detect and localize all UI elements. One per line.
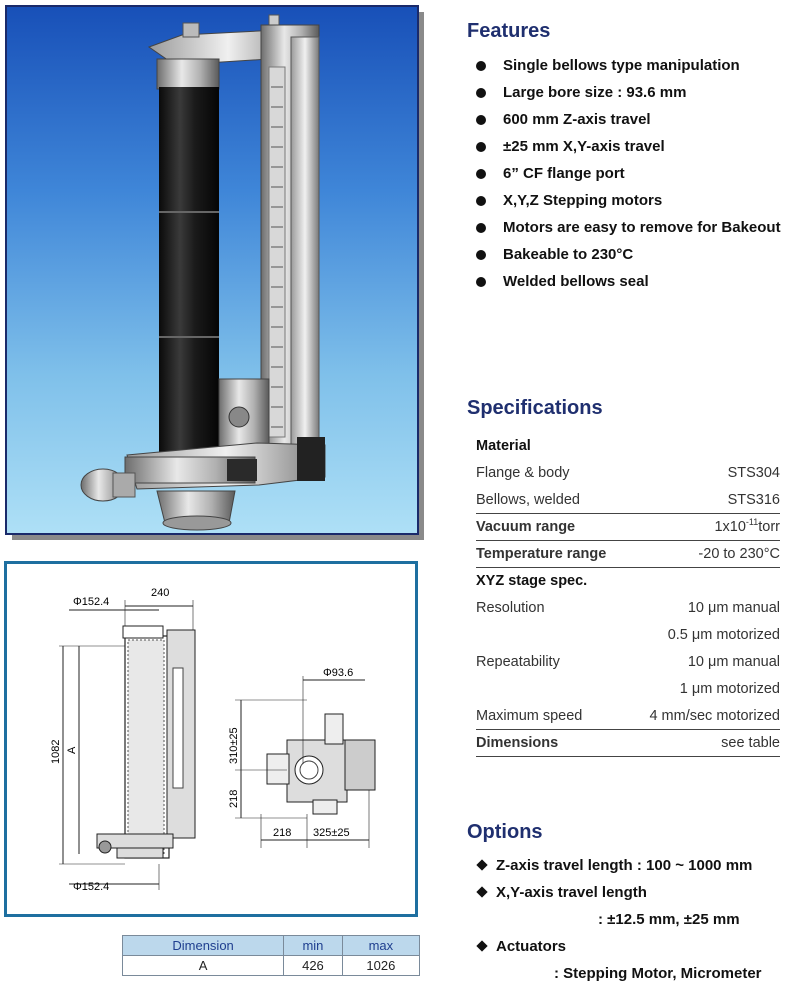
spec-value: 10 μm manual [687,600,780,616]
label-218-v: 218 [228,789,240,808]
col-header-dimension: Dimension [123,936,284,956]
bottom-flange [117,848,163,858]
label-240: 240 [151,587,170,599]
option-text: Z-axis travel length : 100 ~ 1000 mm [496,857,753,874]
photo-shadow-bottom [12,535,424,540]
spec-value: STS316 [727,492,780,508]
features-list [470,52,781,295]
bullet-icon [476,277,486,287]
technical-drawing [4,561,418,917]
spec-value: 4 mm/sec motorized [649,708,780,724]
spec-value: -20 to 230°C [698,546,780,562]
feature-text: Motors are easy to remove for Bakeout [503,219,781,236]
spec-row-repeatability [476,649,780,676]
specifications-title: Specifications [467,397,603,419]
option-text: : Stepping Motor, Micrometer [554,965,762,982]
list-item [470,241,781,268]
label-310: 310±25 [228,727,240,764]
spec-row-dimensions [476,730,780,757]
option-z-travel [476,852,762,879]
list-item [470,79,781,106]
spec-row-xyz [476,568,780,595]
bullet-icon [476,88,486,98]
spec-label: Flange & body [476,465,570,481]
spec-label: Resolution [476,600,545,616]
table-row [123,956,420,976]
feature-text: Bakeable to 230°C [503,246,634,263]
bullet-icon [476,142,486,152]
spec-header-xyz: XYZ stage spec. [476,573,588,589]
option-text: Actuators [496,938,567,955]
option-text: : ±12.5 mm, ±25 mm [598,911,740,928]
spec-row-temperature [476,541,780,568]
manipulator-illustration [7,7,417,533]
list-item [470,214,781,241]
label-1082: 1082 [50,739,62,764]
option-xy-values [476,906,762,933]
spec-label: Bellows, welded [476,492,580,508]
feature-text: 6” CF flange port [503,165,625,182]
spec-label: Temperature range [476,546,607,562]
spec-value: STS304 [727,465,780,481]
dimension-drawing [7,564,415,914]
photo-shadow-right [419,12,424,540]
feature-text: Welded bellows seal [503,273,649,290]
spec-label: Repeatability [476,654,560,670]
label-A: A [66,746,78,754]
feature-text: Large bore size : 93.6 mm [503,84,687,101]
spec-label: Dimensions [476,735,559,751]
spec-row-material [476,433,780,460]
cell-max: 1026 [342,956,419,976]
list-item [470,160,781,187]
spec-value: 0.5 μm motorized [667,627,780,643]
label-phi93: Φ93.6 [323,667,354,679]
motor-circle [99,841,111,853]
features-title: Features [467,20,551,42]
option-actuators [476,933,762,960]
spec-row-vacuum [476,514,780,541]
spec-value-exp: -11 [745,517,759,528]
top-motor [325,714,343,744]
bullet-icon [476,223,486,233]
spec-value: 1 μm motorized [679,681,780,697]
left-motor [267,754,289,784]
diamond-bullet-icon [476,859,487,870]
bellows-hatch [128,640,164,854]
bullet-icon [476,61,486,71]
option-actuator-values [476,960,762,987]
feature-text: X,Y,Z Stepping motors [503,192,663,209]
dimension-table [122,935,420,976]
label-phi-top: Φ152.4 [73,596,110,608]
cell-dimension: A [123,956,284,976]
diamond-bullet-icon [476,886,487,897]
diamond-bullet-icon [476,940,487,951]
list-item [470,106,781,133]
feature-text: 600 mm Z-axis travel [503,111,651,128]
cell-min: 426 [284,956,343,976]
list-item [470,268,781,295]
spec-row-repeatability-motor [476,676,780,703]
spec-value-base: 1x10 [714,519,746,535]
spec-row-flange [476,460,780,487]
label-325: 325±25 [313,827,350,839]
bullet-icon [476,169,486,179]
stage-side [345,740,375,790]
feature-text: ±25 mm X,Y-axis travel [503,138,665,155]
spec-value-unit: torr [758,519,780,535]
product-photo [5,5,419,535]
spec-row-speed [476,703,780,730]
bullet-icon [476,115,486,125]
dimension-table-header-row [123,936,420,956]
list-item [470,187,781,214]
bullet-icon [476,196,486,206]
option-xy-travel [476,879,762,906]
label-phi-bottom: Φ152.4 [73,881,110,893]
bullet-icon [476,250,486,260]
col-header-max: max [342,936,419,956]
spec-label: Maximum speed [476,708,583,724]
spec-header-material: Material [476,438,531,454]
spec-row-resolution [476,595,780,622]
specifications-list [476,433,780,757]
options-list [476,852,762,987]
list-item [470,52,781,79]
spec-value: see table [721,735,780,751]
spec-label: Vacuum range [476,519,576,535]
rail-slot [173,668,183,788]
spec-row-bellows [476,487,780,514]
col-header-min: min [284,936,343,956]
spec-value: 10 μm manual [687,654,780,670]
bottom-motor [313,800,337,814]
spec-value [714,514,780,541]
list-item [470,133,781,160]
option-text: X,Y-axis travel length [496,884,647,901]
top-flange [123,626,163,638]
spec-row-resolution-motor [476,622,780,649]
label-218-h: 218 [273,827,292,839]
feature-text: Single bellows type manipulation [503,57,740,74]
options-title: Options [467,821,543,843]
